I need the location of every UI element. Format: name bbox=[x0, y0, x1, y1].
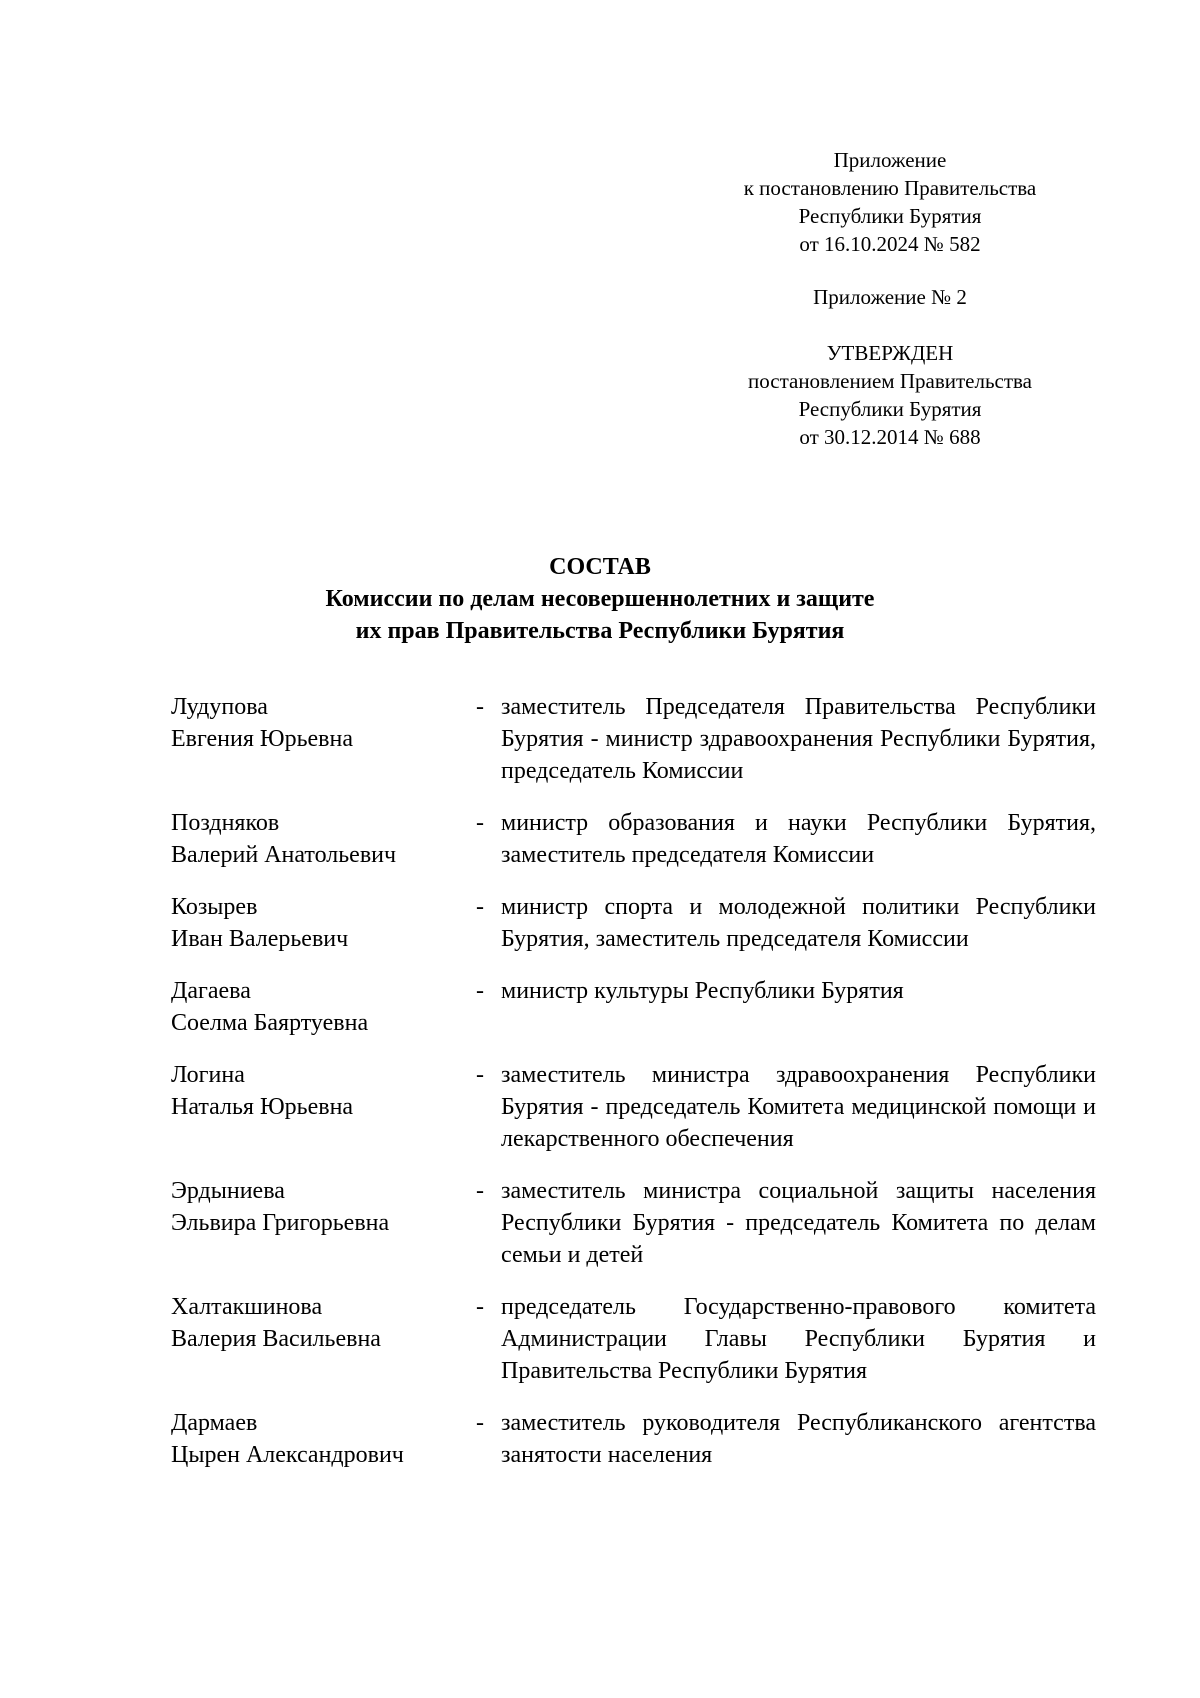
member-dash: - bbox=[476, 978, 484, 1004]
approval-reference: постановлением Правительства bbox=[747, 369, 1032, 393]
member-row bbox=[171, 975, 1096, 1039]
member-surname: Лудупова bbox=[171, 694, 268, 720]
member-name bbox=[171, 1059, 476, 1155]
member-surname: Логина bbox=[171, 1062, 245, 1088]
member-row bbox=[171, 807, 1096, 871]
appendix-header-current bbox=[700, 146, 1080, 258]
member-role: заместитель министра социальной защиты населения Республики Бурятия - председатель Комитета по делам семьи и детей bbox=[501, 1178, 1096, 1268]
member-surname: Козырев bbox=[171, 894, 258, 920]
title-subtitle-line1: Комиссии по делам несовершеннолетних и защите bbox=[325, 586, 875, 612]
member-dash: - bbox=[476, 1410, 484, 1436]
member-surname: Эрдыниева bbox=[171, 1178, 285, 1204]
member-name bbox=[171, 691, 476, 787]
member-name bbox=[171, 1407, 476, 1471]
member-given-names: Цырен Александрович bbox=[171, 1442, 404, 1468]
members-list bbox=[171, 691, 1096, 1491]
member-given-names: Валерий Анатольевич bbox=[171, 842, 397, 868]
document-title bbox=[0, 551, 1200, 647]
member-given-names: Эльвира Григорьевна bbox=[171, 1210, 390, 1236]
member-given-names: Наталья Юрьевна bbox=[171, 1094, 354, 1120]
member-given-names: Валерия Васильевна bbox=[171, 1326, 381, 1352]
member-dash: - bbox=[476, 694, 484, 720]
member-dash: - bbox=[476, 1062, 484, 1088]
member-surname: Дармаев bbox=[171, 1410, 258, 1436]
approval-date-number: от 30.12.2014 № 688 bbox=[799, 425, 981, 449]
appendix-date-number: от 16.10.2024 № 582 bbox=[799, 232, 981, 256]
member-row bbox=[171, 1407, 1096, 1471]
approval-label: УТВЕРЖДЕН bbox=[826, 341, 954, 365]
member-role: министр образования и науки Республики Бурятия, заместитель председателя Комиссии bbox=[501, 810, 1096, 868]
member-name bbox=[171, 891, 476, 955]
member-role: заместитель министра здравоохранения Республики Бурятия - председатель Комитета медицинской помощи и лекарственного обеспечения bbox=[501, 1062, 1096, 1152]
member-surname: Дагаева bbox=[171, 978, 251, 1004]
member-given-names: Иван Валерьевич bbox=[171, 926, 349, 952]
member-role: заместитель руководителя Республиканского агентства занятости населения bbox=[501, 1410, 1096, 1468]
member-dash: - bbox=[476, 1178, 484, 1204]
member-dash: - bbox=[476, 810, 484, 836]
member-row bbox=[171, 1291, 1096, 1387]
appendix-number bbox=[700, 283, 1080, 311]
member-row bbox=[171, 891, 1096, 955]
title-subtitle-line2: их прав Правительства Республики Бурятия bbox=[355, 618, 845, 644]
member-given-names: Соелма Баяртуевна bbox=[171, 1010, 369, 1036]
member-name bbox=[171, 975, 476, 1039]
member-dash: - bbox=[476, 894, 484, 920]
member-name bbox=[171, 807, 476, 871]
member-row bbox=[171, 1175, 1096, 1271]
member-role: министр спорта и молодежной политики Республики Бурятия, заместитель председателя Комиссии bbox=[501, 894, 1096, 952]
member-name bbox=[171, 1175, 476, 1271]
member-given-names: Евгения Юрьевна bbox=[171, 726, 353, 752]
appendix-number-label: Приложение № 2 bbox=[813, 285, 967, 309]
appendix-republic: Республики Бурятия bbox=[798, 204, 982, 228]
member-surname: Поздняков bbox=[171, 810, 280, 836]
approval-republic: Республики Бурятия bbox=[798, 397, 982, 421]
member-name bbox=[171, 1291, 476, 1387]
member-role: министр культуры Республики Бурятия bbox=[501, 978, 904, 1004]
approval-header bbox=[700, 339, 1080, 451]
title-heading: СОСТАВ bbox=[549, 554, 651, 580]
member-surname: Халтакшинова bbox=[171, 1294, 323, 1320]
member-role: заместитель Председателя Правительства Республики Бурятия - министр здравоохранения Республики Бурятия, председатель Комиссии bbox=[501, 694, 1096, 784]
member-row bbox=[171, 691, 1096, 787]
appendix-reference: к постановлению Правительства bbox=[743, 176, 1037, 200]
member-row bbox=[171, 1059, 1096, 1155]
member-role: председатель Государственно-правового комитета Администрации Главы Республики Бурятия и Правительства Республики Бурятия bbox=[501, 1294, 1096, 1384]
appendix-label: Приложение bbox=[833, 148, 947, 172]
member-dash: - bbox=[476, 1294, 484, 1320]
